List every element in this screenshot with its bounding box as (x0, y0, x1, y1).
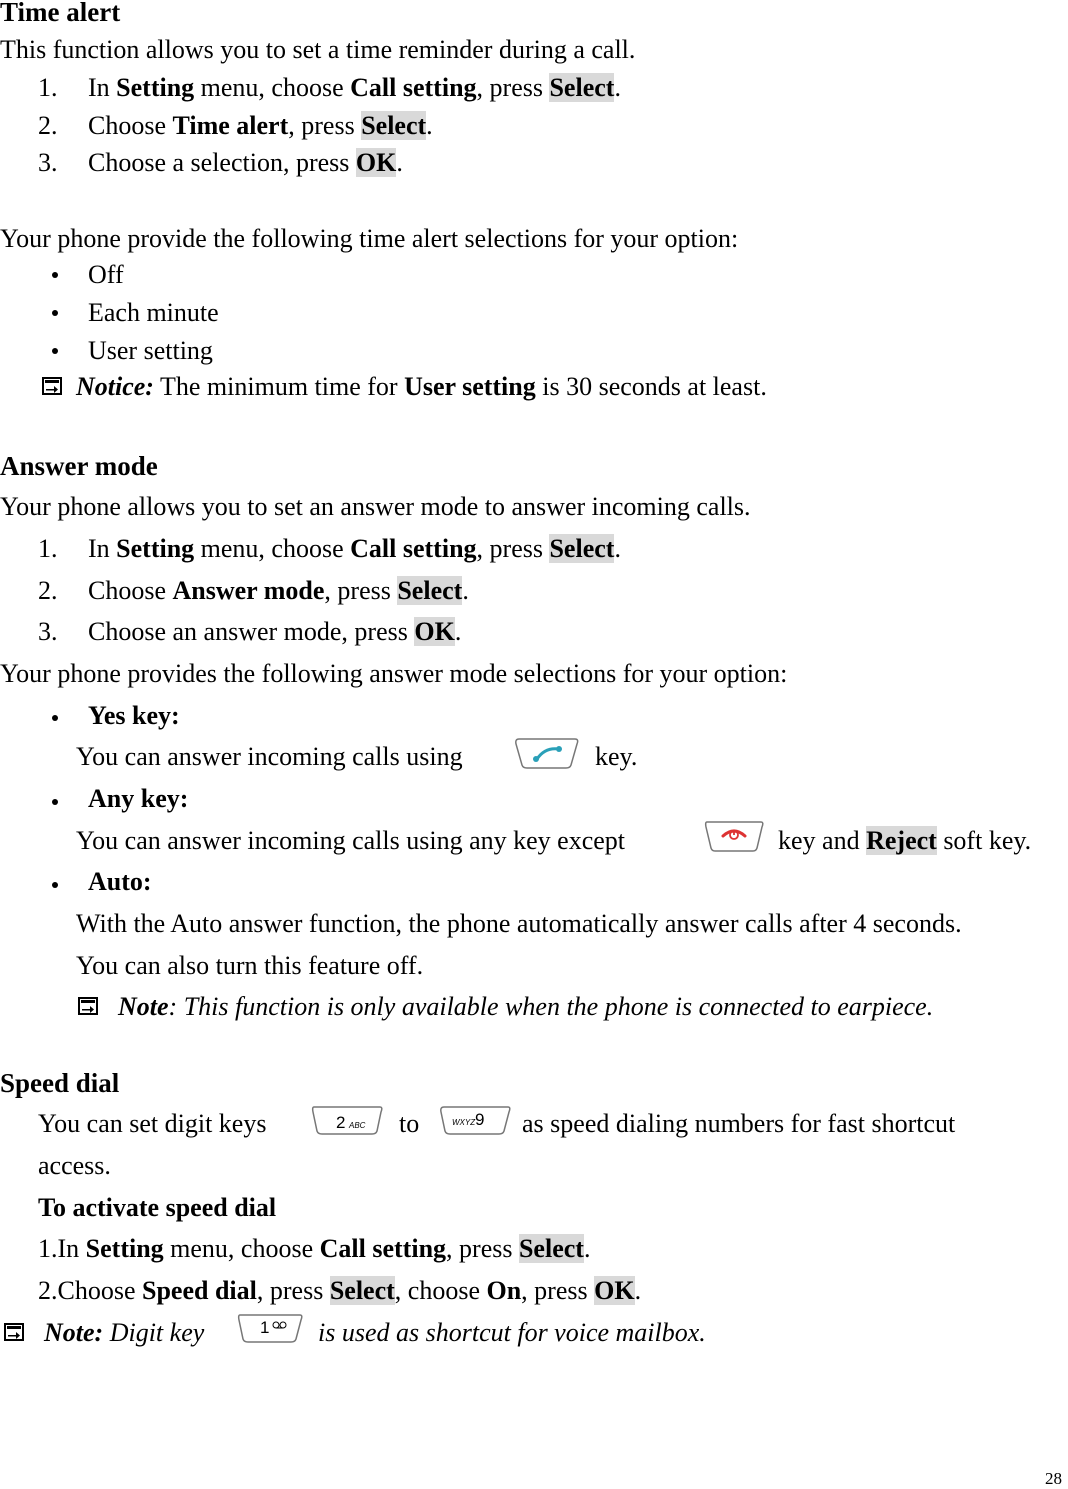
speed-dial-step-2: 2.Choose Speed dial, press Select, choose On, press OK. (38, 1276, 642, 1305)
yes-key-desc-end: key. (595, 742, 638, 771)
speed-dial-step-1: 1.In Setting menu, choose Call setting, press Select. (38, 1234, 591, 1263)
speed-dial-desc-b: as speed dialing numbers for fast shortcut (522, 1109, 956, 1138)
end-key-icon (703, 818, 765, 854)
answer-mode-step-1: 1. In Setting menu, choose Call setting, press Select. (38, 534, 621, 563)
yes-key-title: Yes key: (88, 701, 180, 730)
time-alert-step-2: 2. Choose Time alert, press Select. (38, 111, 433, 140)
digit-2-key-icon (310, 1104, 384, 1136)
activate-speed-dial-heading: To activate speed dial (38, 1193, 277, 1222)
ok-softkey: OK (414, 617, 455, 646)
select-softkey: Select (549, 534, 615, 563)
select-softkey: Select (361, 111, 427, 140)
yes-key-desc: You can answer incoming calls using (76, 742, 463, 771)
key-2-letters: ABC (349, 1121, 366, 1130)
bullet (52, 348, 58, 354)
any-key-desc: You can answer incoming calls using any key except (76, 826, 626, 855)
digit-9-key-icon (438, 1104, 512, 1136)
time-alert-step-3: 3. Choose a selection, press OK. (38, 148, 403, 177)
answer-mode-note: Note: This function is only available when the phone is connected to earpiece. (118, 992, 934, 1021)
time-alert-options-intro: Your phone provide the following time alert selections for your option: (0, 224, 739, 253)
any-key-desc-end: key and Reject soft key. (778, 826, 1032, 855)
speed-dial-desc-c: access. (38, 1151, 111, 1180)
answer-mode-intro: Your phone allows you to set an answer mode to answer incoming calls. (0, 492, 751, 521)
ok-softkey: OK (594, 1276, 635, 1305)
auto-desc-2: You can also turn this feature off. (76, 951, 424, 980)
time-alert-step-1: 1. In Setting menu, choose Call setting, press Select. (38, 73, 621, 102)
note-icon (4, 1323, 24, 1341)
key-9-digit: 9 (475, 1110, 485, 1129)
time-alert-heading: Time alert (0, 0, 121, 27)
bullet (52, 882, 58, 888)
speed-dial-note-end: is used as shortcut for voice mailbox. (318, 1318, 706, 1347)
select-softkey: Select (518, 1234, 584, 1263)
auto-title: Auto: (88, 867, 152, 896)
option-off: Off (88, 260, 124, 289)
select-softkey: Select (549, 73, 615, 102)
answer-mode-step-3: 3. Choose an answer mode, press OK. (38, 617, 462, 646)
bullet (52, 310, 58, 316)
time-alert-intro: This function allows you to set a time reminder during a call. (0, 35, 636, 64)
speed-dial-desc-a: You can set digit keys (38, 1109, 267, 1138)
answer-mode-options-intro: Your phone provides the following answer mode selections for your option: (0, 659, 788, 688)
select-softkey: Select (329, 1276, 395, 1305)
note-icon (42, 377, 62, 395)
bullet (52, 715, 58, 721)
call-key-icon (513, 735, 581, 771)
answer-mode-step-2: 2. Choose Answer mode, press Select. (38, 576, 469, 605)
note-icon (78, 997, 98, 1015)
ok-softkey: OK (355, 148, 397, 177)
speed-dial-heading: Speed dial (0, 1068, 120, 1098)
speed-dial-desc-to: to (399, 1109, 420, 1138)
digit-1-voicemail-key-icon (236, 1312, 304, 1344)
key-2-digit: 2 (336, 1113, 346, 1132)
page-number: 28 (1045, 1469, 1062, 1488)
option-each-minute: Each minute (88, 298, 219, 327)
speed-dial-note: Note: Digit key (44, 1318, 205, 1347)
any-key-title: Any key: (88, 784, 189, 813)
answer-mode-heading: Answer mode (0, 451, 158, 481)
bullet (52, 272, 58, 278)
option-user-setting: User setting (88, 336, 213, 365)
key-1-digit: 1 (260, 1318, 270, 1337)
auto-desc-1: With the Auto answer function, the phone automatically answer calls after 4 seconds. (76, 909, 962, 938)
bullet (52, 799, 58, 805)
time-alert-notice: Notice: The minimum time for User setting is 30 seconds at least. (76, 372, 767, 401)
reject-softkey: Reject (866, 826, 937, 855)
key-9-letters: WXYZ (452, 1118, 476, 1127)
select-softkey: Select (397, 576, 463, 605)
